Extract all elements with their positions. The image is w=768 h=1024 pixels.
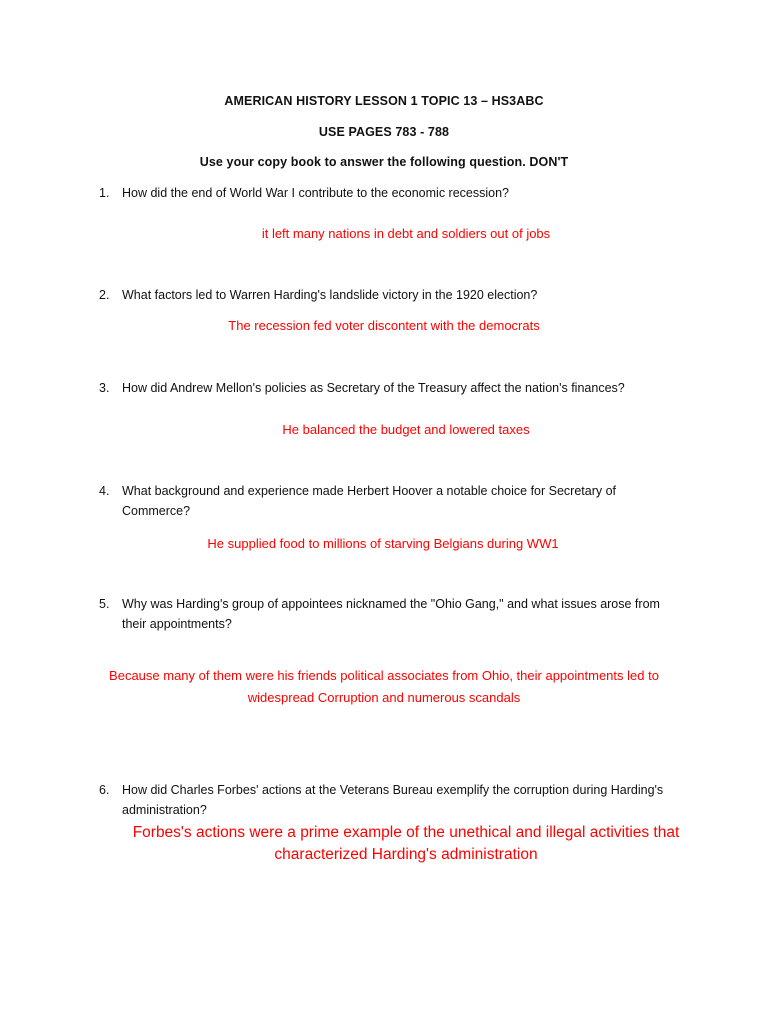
answer-1: it left many nations in debt and soldiers out of jobs: [261, 226, 551, 241]
answer-3: He balanced the budget and lowered taxes: [282, 422, 530, 437]
question-number: 2.: [99, 288, 110, 302]
answer-2: The recession fed voter discontent with the democrats: [228, 318, 540, 333]
instruction-line: Use your copy book to answer the following question. DON'T: [199, 155, 569, 169]
question-number: 5.: [99, 597, 110, 611]
question-text: Why was Harding's group of appointees nicknamed the "Ohio Gang," and what issues arose from their appointments?: [122, 597, 660, 631]
question-number: 3.: [99, 381, 110, 395]
question-number: 4.: [99, 484, 110, 498]
answer-4: He supplied food to millions of starving Belgians during WW1: [207, 536, 559, 551]
question-text: How did Andrew Mellon's policies as Secretary of the Treasury affect the nation's finances?: [122, 381, 625, 395]
question-text: What background and experience made Herbert Hoover a notable choice for Secretary of Commerce?: [122, 484, 617, 518]
question-text: How did Charles Forbes' actions at the Veterans Bureau exemplify the corruption during Harding's administration?: [122, 783, 664, 817]
answer-6: Forbes's actions were a prime example of the unethical and illegal activities that characterized Harding's administration: [132, 824, 680, 863]
question-text: What factors led to Warren Harding's landslide victory in the 1920 election?: [122, 288, 538, 302]
pages-reference: USE PAGES 783 - 788: [318, 125, 450, 139]
question-number: 1.: [99, 186, 110, 200]
question-text: How did the end of World War I contribute to the economic recession?: [122, 186, 509, 200]
question-number: 6.: [99, 783, 110, 797]
answer-5: Because many of them were his friends political associates from Ohio, their appointments led to widespread Corruption and numerous scandals: [109, 668, 659, 705]
document-title: AMERICAN HISTORY LESSON 1 TOPIC 13 – HS3ABC: [224, 94, 544, 108]
